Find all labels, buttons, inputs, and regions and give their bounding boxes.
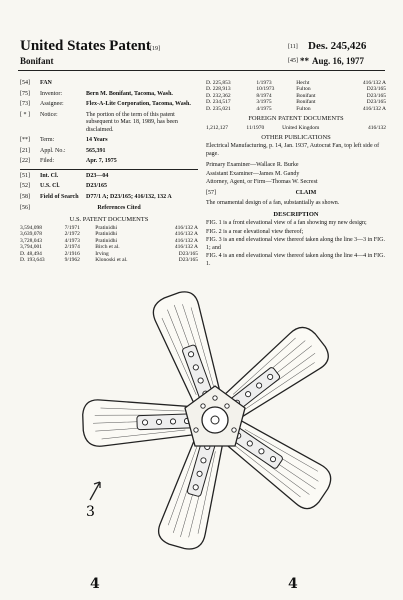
other-pubs-title: OTHER PUBLICATIONS bbox=[261, 133, 331, 141]
us-reference-continued-cell: D23/165 bbox=[366, 92, 386, 99]
foreign-reference-cell: 11/1970 bbox=[246, 124, 265, 131]
field-row bbox=[20, 148, 198, 156]
description-paragraph: FIG. 4 is an end elevational view thereof taken along the line 4—4 in FIG. 1. bbox=[206, 253, 385, 267]
class-row bbox=[20, 183, 198, 191]
field-row bbox=[20, 158, 198, 166]
us-reference-continued-cell: D. 225,853 bbox=[206, 80, 231, 86]
us-reference-cell: D. 48,494 bbox=[20, 250, 42, 257]
field-code: [73] bbox=[20, 101, 30, 107]
class-row bbox=[20, 194, 198, 202]
foreign-reference-cell: United Kingdom bbox=[282, 124, 320, 131]
us-reference-cell: Birch et al. bbox=[95, 244, 120, 251]
section-label-3: 3 bbox=[86, 504, 95, 520]
description-paragraph: FIG. 3 is an end elevational view thereof taken along the line 3—3 in FIG. 1; and bbox=[206, 237, 385, 251]
class-code: [52] bbox=[20, 183, 30, 189]
us-reference-continued-cell: 3/1975 bbox=[256, 99, 272, 106]
field-code: [ * ] bbox=[20, 111, 30, 118]
field-value: 14 Years bbox=[86, 137, 108, 143]
description-paragraph: FIG. 2 is a rear elevational view thereof; bbox=[206, 228, 304, 235]
class-label: Int. Cl. bbox=[40, 172, 59, 179]
class-value: D23—04 bbox=[86, 172, 109, 179]
us-reference-cell: 416/132 A bbox=[174, 231, 198, 238]
field-label: Term: bbox=[40, 137, 55, 143]
fan-drawing bbox=[50, 270, 380, 570]
us-reference-continued-cell: 8/1974 bbox=[256, 92, 272, 99]
inventor-surname: Bonifant bbox=[20, 56, 54, 66]
us-reference-continued-cell: 1/1973 bbox=[256, 80, 272, 86]
date-code: [45] bbox=[288, 58, 298, 64]
foreign-reference-cell: 416/132 bbox=[367, 124, 386, 131]
us-reference-cell: Klonoski et al. bbox=[95, 257, 128, 264]
us-reference-continued-cell: D23/165 bbox=[366, 99, 386, 106]
fan-blades bbox=[82, 288, 337, 553]
us-reference-cell: D23/165 bbox=[178, 257, 198, 264]
us-reference-continued-cell: 416/132 A bbox=[362, 105, 386, 112]
class-row bbox=[20, 173, 198, 181]
section-arrow-3 bbox=[86, 482, 100, 520]
references-code: [56] bbox=[20, 205, 30, 211]
claim-heading-row bbox=[206, 190, 386, 198]
field-label: Assignee: bbox=[40, 101, 64, 107]
us-reference-cell: D. 193,643 bbox=[20, 257, 45, 264]
assistant-examiner: Assistant Examiner—James M. Gandy bbox=[206, 170, 300, 177]
us-reference-cell: 416/132 A bbox=[174, 225, 198, 231]
field-row bbox=[20, 91, 198, 99]
us-reference-cell: Pratinidhi bbox=[95, 237, 117, 244]
us-reference-cell: 7/1971 bbox=[64, 225, 80, 231]
left-rule bbox=[20, 169, 198, 170]
class-label: U.S. Cl. bbox=[40, 183, 60, 189]
header-rule bbox=[18, 70, 385, 71]
date-prefix: ** bbox=[300, 56, 309, 66]
section-marker-right: 4 bbox=[288, 576, 298, 592]
right-column bbox=[206, 80, 386, 269]
us-reference-cell: 2/1974 bbox=[64, 244, 80, 251]
foreign-references-table bbox=[206, 125, 386, 131]
field-value: 565,391 bbox=[86, 147, 106, 154]
references-heading-row bbox=[20, 205, 198, 213]
us-reference-cell: Irving bbox=[95, 250, 109, 257]
us-reference-cell: Pratinidhi bbox=[95, 231, 117, 238]
field-code: [**] bbox=[20, 137, 30, 143]
field-code: [54] bbox=[20, 80, 30, 86]
us-references-continued-table bbox=[206, 80, 386, 112]
claim-code: [57] bbox=[206, 189, 216, 196]
us-reference-cell: 3,728,043 bbox=[20, 237, 42, 244]
us-reference-row bbox=[20, 257, 198, 263]
left-column bbox=[20, 80, 198, 263]
foreign-docs-title: FOREIGN PATENT DOCUMENTS bbox=[248, 115, 344, 123]
field-value: The portion of the term of this patent subsequent to Mar. 18, 1989, has been disclaimed. bbox=[86, 111, 178, 133]
us-reference-cell: 416/132 A bbox=[174, 237, 198, 244]
us-reference-cell: 4/1973 bbox=[64, 237, 80, 244]
field-row bbox=[20, 112, 198, 135]
field-code: [21] bbox=[20, 147, 30, 154]
us-reference-continued-cell: D23/165 bbox=[366, 86, 386, 93]
field-label: Notice: bbox=[40, 111, 58, 118]
field-row bbox=[20, 101, 198, 109]
description-paragraphs bbox=[206, 220, 386, 268]
field-label: Filed: bbox=[40, 158, 55, 164]
title-code: [19] bbox=[150, 46, 160, 52]
us-reference-continued-cell: Fulton bbox=[296, 105, 311, 112]
us-reference-continued-row bbox=[206, 106, 386, 112]
class-code: [58] bbox=[20, 193, 30, 200]
claim-title: CLAIM bbox=[295, 189, 317, 196]
us-reference-cell: 416/132 A bbox=[174, 244, 198, 251]
description-paragraph: FIG. 1 is a front elevational view of a fan showing my new design; bbox=[206, 220, 367, 227]
field-row bbox=[20, 80, 198, 88]
class-code: [51] bbox=[20, 172, 30, 179]
us-reference-continued-cell: D. 235,021 bbox=[206, 105, 231, 112]
class-value: D23/165 bbox=[86, 183, 107, 189]
description-title: DESCRIPTION bbox=[273, 210, 319, 218]
us-reference-continued-cell: Bonifant bbox=[296, 92, 316, 99]
field-code: [22] bbox=[20, 158, 30, 164]
us-reference-continued-cell: D. 234,517 bbox=[206, 99, 231, 106]
references-title: References Cited bbox=[97, 205, 141, 211]
us-reference-continued-cell: Fulton bbox=[296, 86, 311, 93]
us-reference-continued-cell: 10/1973 bbox=[256, 86, 275, 93]
us-reference-cell: 3,639,078 bbox=[20, 231, 42, 238]
field-row bbox=[20, 137, 198, 145]
class-value: D77/1 A; D23/165; 416/132, 132 A bbox=[86, 193, 172, 200]
section-marker-left: 4 bbox=[90, 576, 100, 592]
foreign-reference-cell: 1,212,127 bbox=[206, 124, 228, 131]
attorney: Attorney, Agent, or Firm—Thomas W. Secrest bbox=[206, 179, 318, 186]
us-reference-cell: Pratinidhi bbox=[95, 225, 117, 231]
fan-hub-bore bbox=[211, 416, 219, 424]
claim-text: The ornamental design of a fan, substantially as shown. bbox=[206, 200, 340, 207]
field-value: Flex-A-Lite Corporation, Tacoma, Wash. bbox=[86, 101, 191, 107]
classification-fields bbox=[20, 173, 198, 202]
us-reference-cell: 3,794,001 bbox=[20, 244, 42, 251]
field-label: Inventor: bbox=[40, 90, 62, 97]
other-pubs-text: Electrical Manufacturing, p. 14, Jan. 1937, Autocrat Fan, top left side of page. bbox=[206, 143, 380, 157]
field-value: Apr. 7, 1975 bbox=[86, 158, 117, 164]
patent-number-code: [11] bbox=[288, 44, 298, 50]
us-reference-cell: 2/1972 bbox=[64, 231, 80, 238]
field-code: [75] bbox=[20, 90, 30, 97]
us-reference-continued-cell: D. 232,362 bbox=[206, 92, 231, 99]
primary-examiner: Primary Examiner—Wallace R. Burke bbox=[206, 162, 299, 169]
us-reference-continued-cell: Hecht bbox=[296, 80, 310, 86]
patent-number: Des. 245,426 bbox=[308, 40, 367, 52]
us-reference-cell: 9/1962 bbox=[64, 257, 80, 264]
us-reference-continued-cell: D. 228,913 bbox=[206, 86, 231, 93]
us-reference-continued-cell: 4/1975 bbox=[256, 105, 272, 112]
bibliographic-fields bbox=[20, 80, 198, 166]
patent-title: United States Patent bbox=[20, 38, 151, 54]
field-value bbox=[119, 80, 198, 88]
field-label: FAN bbox=[40, 80, 52, 86]
foreign-reference-row bbox=[206, 125, 386, 131]
us-reference-continued-cell: Bonifant bbox=[296, 99, 316, 106]
us-reference-cell: 3,594,098 bbox=[20, 225, 42, 231]
class-label: Field of Search bbox=[40, 193, 79, 200]
field-value: Bern M. Bonifant, Tacoma, Wash. bbox=[86, 90, 173, 97]
us-reference-continued-cell: 416/132 A bbox=[362, 80, 386, 86]
us-reference-cell: 2/1916 bbox=[64, 250, 80, 257]
us-reference-cell: D23/165 bbox=[178, 250, 198, 257]
us-patent-docs-title: U.S. PATENT DOCUMENTS bbox=[69, 215, 149, 223]
issue-date: Aug. 16, 1977 bbox=[312, 56, 365, 66]
field-label: Appl. No.: bbox=[40, 147, 66, 154]
us-references-table bbox=[20, 225, 198, 263]
